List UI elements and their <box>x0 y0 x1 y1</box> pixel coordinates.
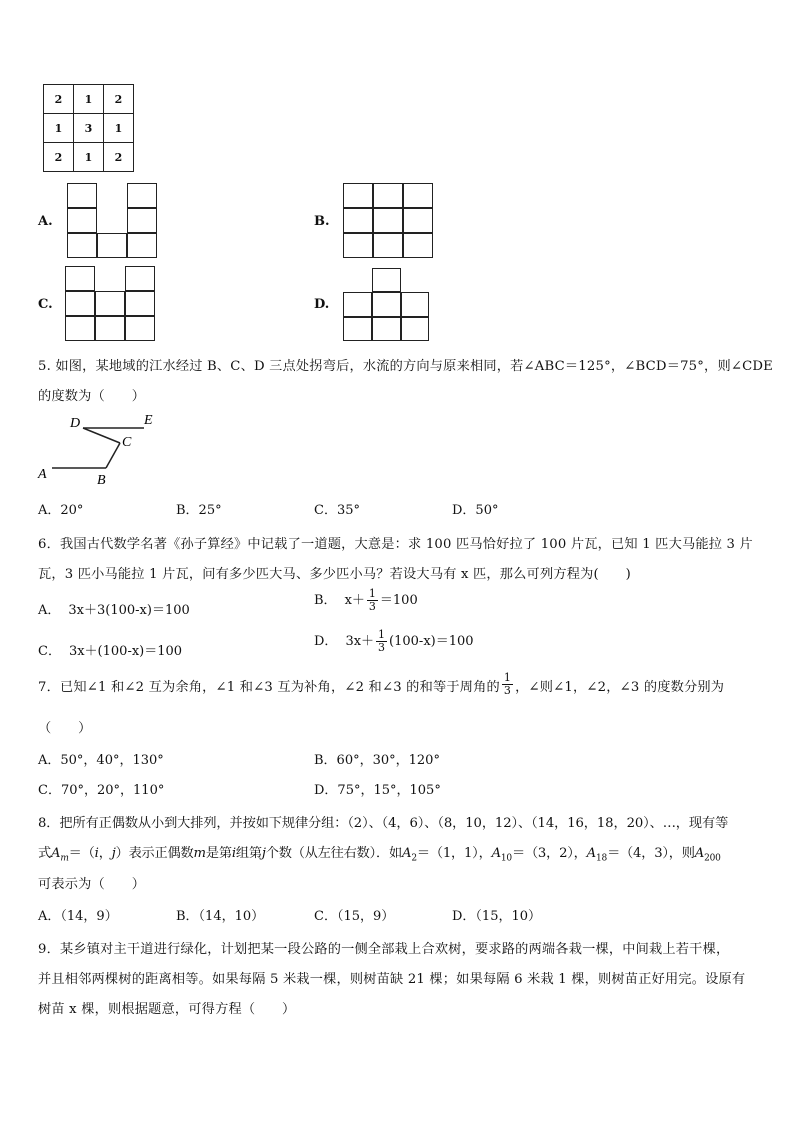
square <box>343 317 372 341</box>
point-e-label: E <box>144 413 153 428</box>
q6-option-d-equation-pre: 3x＋ <box>345 634 375 649</box>
q8-option-a: A．（14，9） <box>38 909 118 924</box>
math-subscript: m <box>60 853 69 864</box>
q6-option-b-letter: B． <box>314 593 337 608</box>
math-symbol: m <box>193 846 206 861</box>
square <box>127 208 157 233</box>
q6-stem-line2: 瓦，3 匹小马能拉 1 片瓦，问有多少匹大马、多少匹小马？若设大马有 x 匹，那么可列方程为( ) <box>38 567 631 582</box>
square <box>372 268 401 292</box>
top-view-number-grid <box>43 84 134 172</box>
fraction-numerator: 1 <box>378 628 386 641</box>
math-symbol: A <box>694 846 705 861</box>
grid-cell: 1 <box>104 114 134 143</box>
q8-stem-line3: 可表示为（ ） <box>38 877 146 892</box>
q5-option-b: B．25° <box>176 503 222 518</box>
q6-option-d-equation-post: (100-x)＝100 <box>389 634 474 649</box>
square <box>127 183 157 208</box>
point-a-label: A <box>38 467 47 482</box>
q8-text: ＝（1，1）， <box>416 846 492 861</box>
q5-option-a: A．20° <box>38 503 84 518</box>
option-d-label: D. <box>314 297 330 312</box>
square <box>67 183 97 208</box>
math-symbol: A <box>51 846 61 861</box>
grid-cell: 1 <box>74 85 104 114</box>
square <box>97 233 127 258</box>
square <box>65 266 95 291</box>
q6-stem-line1: 6．我国古代数学名著《孙子算经》中记载了一道题，大意是：求 100 匹马恰好拉了 100 片瓦，已知 1 匹大马能拉 3 片 <box>38 537 753 552</box>
math-symbol: A <box>491 846 501 861</box>
grid-cell: 2 <box>44 143 74 172</box>
square <box>403 183 433 208</box>
math-subscript: 10 <box>500 853 512 864</box>
square <box>373 208 403 233</box>
q8-text: 个数（从左往右数）．如 <box>265 846 402 861</box>
point-b-label: B <box>97 473 106 485</box>
grid-cell: 2 <box>104 85 134 114</box>
q6-option-b <box>314 588 418 613</box>
math-symbol: j <box>111 846 116 861</box>
square <box>401 317 429 341</box>
q8-option-d: D．（15，10） <box>452 909 542 924</box>
math-symbol: j <box>261 846 266 861</box>
q8-text: ＝（ <box>68 846 95 861</box>
square <box>343 183 373 208</box>
option-b-label: B. <box>314 214 330 229</box>
fraction-numerator: 1 <box>503 671 512 684</box>
q8-stem-line2 <box>38 842 721 864</box>
q6-option-d <box>314 629 474 654</box>
q6-option-d-letter: D． <box>314 634 338 649</box>
river-bend-figure <box>36 410 166 485</box>
q6-option-a-equation: 3x＋3(100-x)＝100 <box>68 603 190 618</box>
square <box>343 208 373 233</box>
square <box>343 292 372 317</box>
fraction-denominator: 3 <box>368 600 376 613</box>
q7-stem-line1 <box>38 671 725 697</box>
q7-stem-pre: 7．已知∠1 和∠2 互为余角，∠1 和∠3 互为补角，∠2 和∠3 的和等于周角的 <box>38 680 500 695</box>
q7-option-b: B．60°，30°，120° <box>314 753 440 768</box>
square <box>373 233 403 258</box>
square <box>372 317 401 341</box>
grid-cell: 3 <box>74 114 104 143</box>
q8-option-b: B．（14，10） <box>176 909 265 924</box>
square <box>372 292 401 317</box>
square <box>403 208 433 233</box>
q6-option-c-letter: C． <box>38 644 61 659</box>
square <box>95 291 125 316</box>
math-symbol: A <box>586 846 596 861</box>
q7-stem-line2: （ ） <box>38 721 92 736</box>
q9-stem-line1: 9．某乡镇对主干道进行绿化，计划把某一段公路的一侧全部栽上合欢树，要求路的两端各栽一棵，中间栽上若干棵， <box>38 942 730 957</box>
q7-option-d: D．75°，15°，105° <box>314 783 441 798</box>
q6-option-b-equation-post: ＝100 <box>379 593 418 608</box>
option-c-label: C. <box>38 297 53 312</box>
q8-text: 是第 <box>205 846 232 861</box>
square <box>401 292 429 317</box>
option-b-figure <box>343 183 433 258</box>
grid-cell: 1 <box>44 114 74 143</box>
square <box>403 233 433 258</box>
fraction <box>502 672 513 697</box>
q8-text: ）表示正偶数 <box>115 846 194 861</box>
square <box>95 316 125 341</box>
q7-option-a: A．50°，40°，130° <box>38 753 164 768</box>
fraction-numerator: 1 <box>368 587 376 600</box>
q9-stem-line2: 并且相邻两棵树的距离相等。如果每隔 5 米栽一棵，则树苗缺 21 棵；如果每隔 6 米栽 1 棵，则树苗正好用完。设原有 <box>38 972 746 987</box>
fraction-denominator: 3 <box>503 684 512 697</box>
grid-cell: 2 <box>44 85 74 114</box>
q6-option-b-equation-pre: x＋ <box>344 593 365 608</box>
q8-stem-line1: 8．把所有正偶数从小到大排列，并按如下规律分组：（2）、（4，6）、（8，10，12）、（14，16，18，20）、…，现有等 <box>38 816 729 831</box>
q5-stem-line1: 5. 如图，某地域的江水经过 B、C、D 三点处拐弯后，水流的方向与原来相同，若∠ABC＝125°，∠BCD＝75°，则∠CDE <box>38 359 773 374</box>
point-d-label: D <box>70 416 81 431</box>
math-subscript: 200 <box>704 853 721 864</box>
q5-stem-line2: 的度数为（ ） <box>38 389 146 404</box>
square <box>127 233 157 258</box>
option-c-figure <box>65 266 155 341</box>
grid-cell: 2 <box>104 143 134 172</box>
q9-stem-line3: 树苗 x 棵，则根据题意，可得方程（ ） <box>38 1002 296 1017</box>
square <box>343 233 373 258</box>
math-symbol: i <box>231 846 236 861</box>
math-symbol: A <box>401 846 412 861</box>
math-subscript: 18 <box>596 853 608 864</box>
q5-option-d: D．50° <box>452 503 499 518</box>
q8-text: ， <box>98 846 112 861</box>
square <box>67 233 97 258</box>
fraction <box>367 588 378 613</box>
q8-text: ＝（4，3），则 <box>607 846 695 861</box>
square <box>373 183 403 208</box>
math-subscript: 2 <box>411 853 417 864</box>
q6-option-a-letter: A． <box>38 603 61 618</box>
q5-option-c: C．35° <box>314 503 360 518</box>
option-d-figure <box>343 268 429 341</box>
q7-stem-post: ，∠则∠1，∠2，∠3 的度数分别为 <box>515 680 725 695</box>
segment-bc <box>106 443 120 468</box>
option-a-label: A. <box>38 214 53 229</box>
square <box>125 316 155 341</box>
square <box>67 208 97 233</box>
q6-option-c <box>38 640 182 659</box>
square <box>125 266 155 291</box>
square <box>65 316 95 341</box>
fraction-denominator: 3 <box>378 641 386 654</box>
point-c-label: C <box>122 435 132 450</box>
q8-text: 式 <box>38 846 51 861</box>
q7-option-c: C．70°，20°，110° <box>38 783 165 798</box>
q6-option-c-equation: 3x＋(100-x)＝100 <box>68 644 183 659</box>
math-symbol: i <box>94 846 99 861</box>
square <box>65 291 95 316</box>
grid-cell: 1 <box>74 143 104 172</box>
q8-option-c: C．（15，9） <box>314 909 395 924</box>
q8-text: ＝（3，2）， <box>511 846 587 861</box>
q6-option-a <box>38 599 190 618</box>
square <box>125 291 155 316</box>
option-a-figure <box>67 183 157 258</box>
q8-text: 组第 <box>235 846 262 861</box>
fraction <box>376 629 387 654</box>
segment-cd <box>83 428 120 443</box>
